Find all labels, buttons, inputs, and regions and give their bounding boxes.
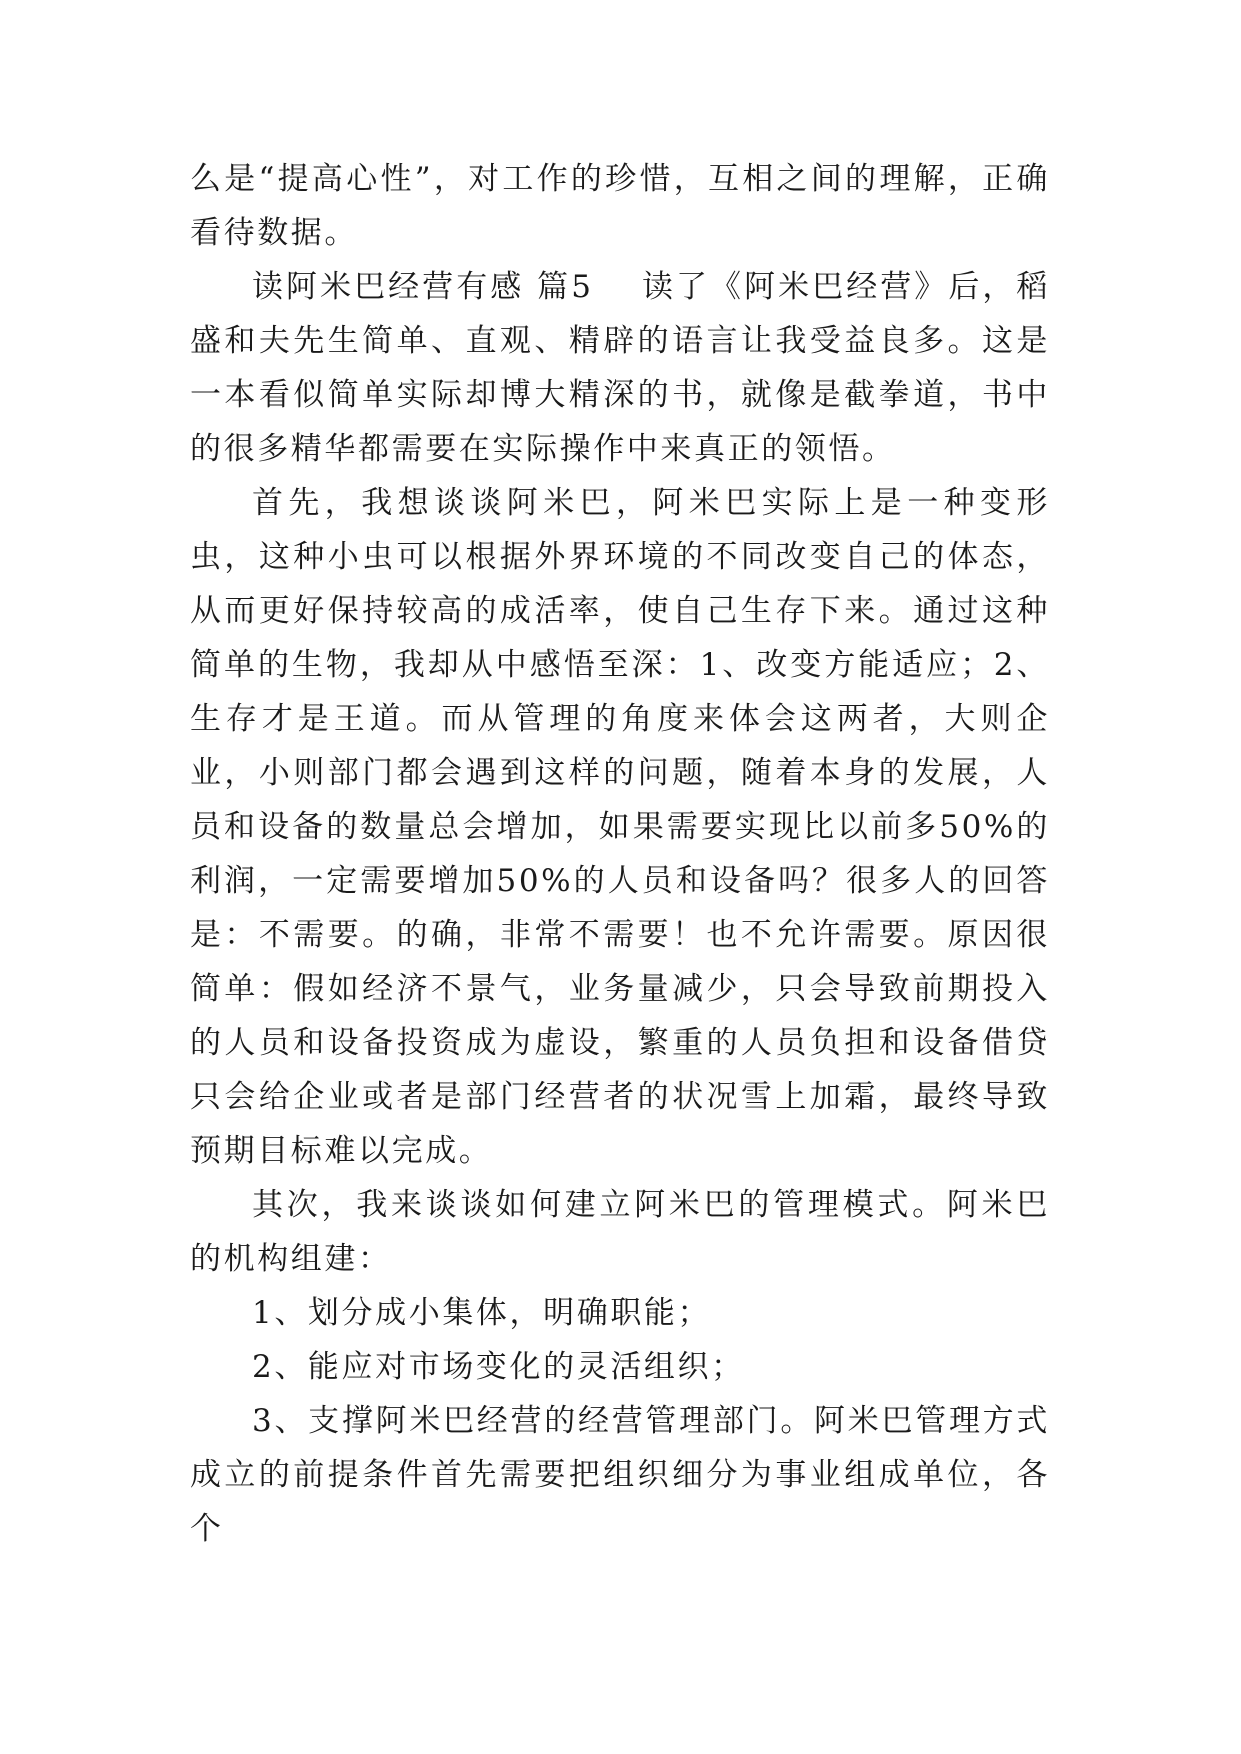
paragraph-amoeba-explanation: 首先，我想谈谈阿米巴，阿米巴实际上是一种变形虫，这种小虫可以根据外界环境的不同改变自己的体态，从而更好保持较高的成活率，使自己生存下来。通过这种简单的生物，我却从中感悟至深：1、改变方能适应；2、生存才是王道。而从管理的角度来体会这两者，大则企业，小则部门都会遇到这样的问题，随着本身的发展，人员和设备的数量总会增加，如果需要实现比以前多50%的利润，一定需要增加50%的人员和设备吗？很多人的回答是：不需要。的确，非常不需要！也不允许需要。原因很简单：假如经济不景气，业务量减少，只会导致前期投入的人员和设备投资成为虚设，繁重的人员负担和设备借贷只会给企业或者是部门经营者的状况雪上加霜，最终导致预期目标难以完成。 <box>190 485 1050 1169</box>
paragraph-list-item-3: 3、支撑阿米巴经营的经营管理部门。阿米巴管理方式成立的前提条件首先需要把组织细分为事业组成单位，各个 <box>190 1403 1050 1547</box>
paragraph-section-5 <box>190 260 1050 476</box>
list-item-2: 2、能应对市场变化的灵活组织； <box>252 1349 745 1385</box>
section-title: 读阿米巴经营有感 篇5 <box>252 269 594 305</box>
paragraph-continuation: 么是“提高心性”，对工作的珍惜，互相之间的理解，正确看待数据。 <box>190 161 1050 251</box>
document-page <box>190 152 1050 1556</box>
section-intro-text: 读了《阿米巴经营》后，稻盛和夫先生简单、直观、精辟的语言让我受益良多。这是一本看似简单实际却博大精深的书，就像是截拳道，书中的很多精华都需要在实际操作中来真正的领悟。 <box>190 269 1050 467</box>
paragraph-management-model: 其次，我来谈谈如何建立阿米巴的管理模式。阿米巴的机构组建： <box>190 1187 1050 1277</box>
list-item-1: 1、划分成小集体，明确职能； <box>252 1295 712 1331</box>
